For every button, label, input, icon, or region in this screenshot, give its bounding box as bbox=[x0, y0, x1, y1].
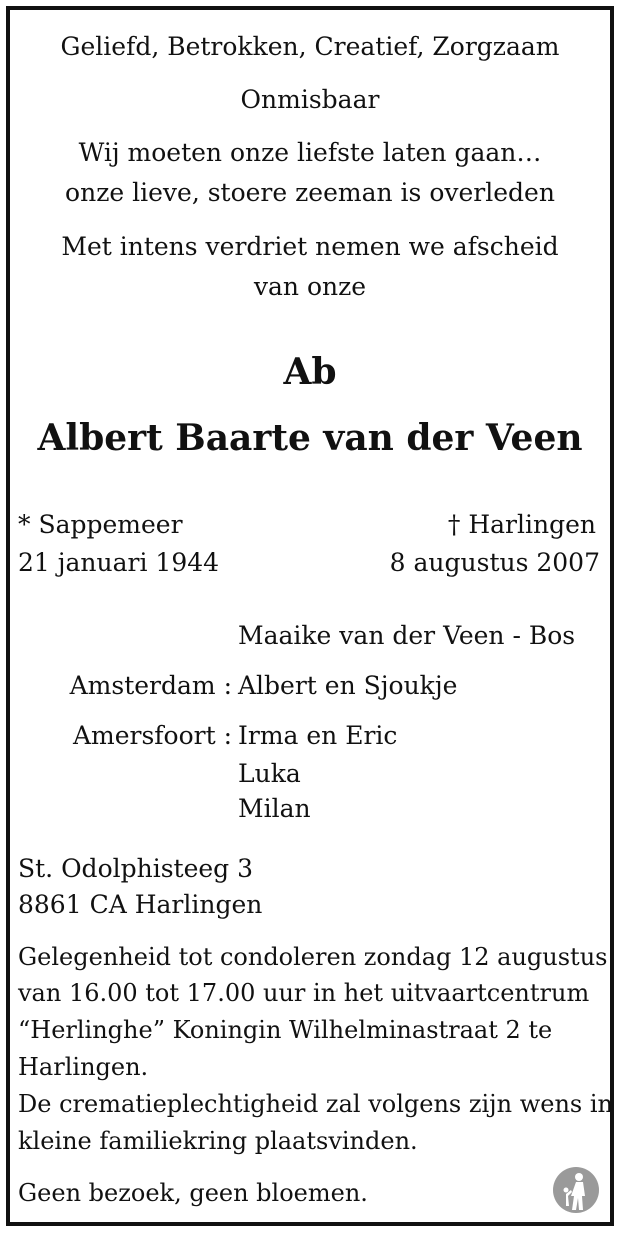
condolence-line: De crematieplechtigheid zal volgens zijn wens in bbox=[18, 1090, 613, 1118]
address-city: 8861 CA Harlingen bbox=[18, 890, 263, 919]
notice-border bbox=[6, 6, 614, 1226]
birth-date: 21 januari 1944 bbox=[18, 548, 220, 577]
grandchild-name: Luka bbox=[238, 759, 301, 788]
family-place: Amsterdam : bbox=[69, 671, 232, 700]
condolence-line: van 16.00 tot 17.00 uur in het uitvaartcentrum bbox=[18, 979, 590, 1007]
condolence-line: kleine familiekring plaatsvinden. bbox=[18, 1127, 418, 1155]
family-names: Irma en Eric bbox=[238, 721, 398, 750]
farewell-line-4: van onze bbox=[253, 272, 367, 301]
memorial-figure-icon bbox=[552, 1166, 600, 1214]
condolence-line: Harlingen. bbox=[18, 1053, 149, 1081]
missed-line: Onmisbaar bbox=[240, 85, 380, 114]
grandchild-name: Milan bbox=[238, 794, 311, 823]
condolence-line: Gelegenheid tot condoleren zondag 12 augustus bbox=[18, 943, 608, 971]
spouse-name: Maaike van der Veen - Bos bbox=[238, 621, 576, 650]
nickname: Ab bbox=[283, 351, 337, 393]
death-date: 8 augustus 2007 bbox=[389, 548, 600, 577]
farewell-line-1: Wij moeten onze liefste laten gaan… bbox=[78, 138, 542, 167]
condolence-line: “Herlinghe” Koningin Wilhelminastraat 2 te bbox=[18, 1016, 553, 1044]
obituary-notice bbox=[10, 10, 613, 1222]
birth-place: * Sappemeer bbox=[18, 510, 183, 539]
family-place: Amersfoort : bbox=[72, 721, 232, 750]
death-place: † Harlingen bbox=[447, 510, 596, 539]
full-name: Albert Baarte van der Veen bbox=[37, 417, 583, 459]
family-names: Albert en Sjoukje bbox=[238, 671, 458, 700]
closing-line: Geen bezoek, geen bloemen. bbox=[18, 1179, 368, 1207]
farewell-line-2: onze lieve, stoere zeeman is overleden bbox=[65, 178, 555, 207]
address-street: St. Odolphisteeg 3 bbox=[18, 854, 254, 883]
qualities-line: Geliefd, Betrokken, Creatief, Zorgzaam bbox=[60, 32, 560, 61]
farewell-line-3: Met intens verdriet nemen we afscheid bbox=[61, 232, 559, 261]
